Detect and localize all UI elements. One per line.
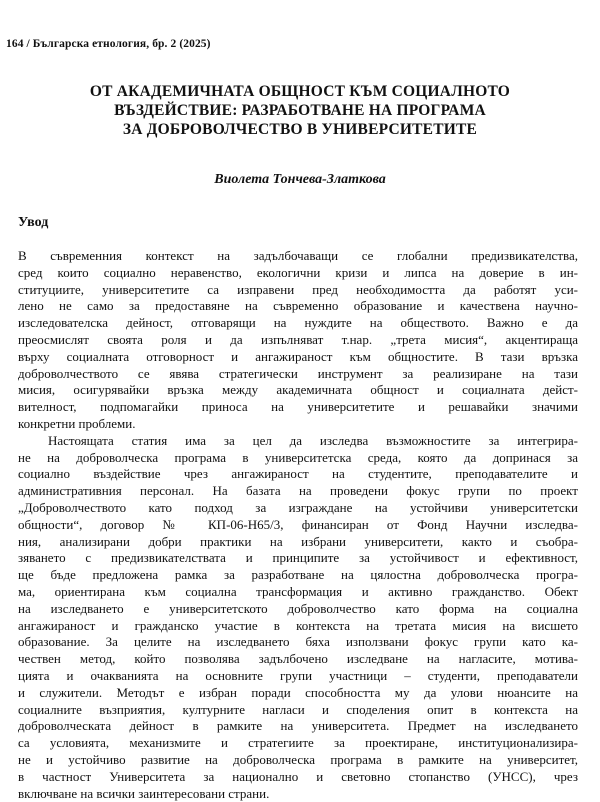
article-title bbox=[20, 82, 580, 139]
text-line: образование. За целите на изследването бяха използвани фокус групи като ка- bbox=[18, 634, 578, 651]
body-text bbox=[18, 248, 578, 802]
text-line: не на доброволческа програма в университетска среда, която да допринася за bbox=[18, 450, 578, 467]
text-line: ще бъде предложена рамка за разработване на цялостна доброволческа програ- bbox=[18, 567, 578, 584]
text-line: върху социалната отговорност и ангажираност към общностите. В тази връзка bbox=[18, 349, 578, 366]
title-line: ОТ АКАДЕМИЧНАТА ОБЩНОСТ КЪМ СОЦИАЛНОТО bbox=[20, 82, 580, 101]
text-line: зяването с предизвикателствата и принципите за устойчивост и ефективност, bbox=[18, 550, 578, 567]
text-line: доброволческата дейност в рамките на университета. Предмет на изследването bbox=[18, 718, 578, 735]
text-line: ния, анализирани добри практики на избрани университети, както и съобра- bbox=[18, 534, 578, 551]
text-line: Настоящата статия има за цел да изследва възможностите за интегрира- bbox=[18, 433, 578, 450]
text-line: общности“, договор № КП-06-Н65/3, финансиран от Фонд Научни изследва- bbox=[18, 517, 578, 534]
text-line: вителност, подпомагайки приноса на университетите и решавайки значими bbox=[18, 399, 578, 416]
text-line: конкретни проблеми. bbox=[18, 416, 578, 433]
text-line: административния персонал. На базата на проведени фокус групи по проект bbox=[18, 483, 578, 500]
text-line: социалните възприятия, културните нагласи и споделения опит в контекста на bbox=[18, 702, 578, 719]
text-line: са условията, механизмите и стратегиите за проектиране, институционализира- bbox=[18, 735, 578, 752]
text-line: чествен метод, който позволява задълбочено изследване на нагласите, мотива- bbox=[18, 651, 578, 668]
text-line: не и устойчиво развитие на доброволческа програма в рамките на университет, bbox=[18, 752, 578, 769]
section-heading: Увод bbox=[18, 215, 48, 231]
text-line: цията и очакванията на основните групи участници – студенти, преподаватели bbox=[18, 668, 578, 685]
text-line: преосмислят своята роля и да изпълняват т.нар. „трета мисия“, акцентираща bbox=[18, 332, 578, 349]
text-line: ангажираност и гражданско участие в контекста на третата мисия на висшето bbox=[18, 618, 578, 635]
text-line: социално въздействие чрез ангажираност на студентите, преподавателите и bbox=[18, 466, 578, 483]
text-line: и служители. Методът е избран поради способността му да улови нюансите на bbox=[18, 685, 578, 702]
text-line: сред които социално неравенство, екологични кризи и липса на доверие в ин- bbox=[18, 265, 578, 282]
title-line: ЗА ДОБРОВОЛЧЕСТВО В УНИВЕРСИТЕТИТЕ bbox=[20, 120, 580, 139]
text-line: лено не само за предоставяне на съвременно образование и качествена научно- bbox=[18, 298, 578, 315]
text-line: в частност Университета за национално и световно стопанство (УНСС), чрез bbox=[18, 769, 578, 786]
title-line: ВЪЗДЕЙСТВИЕ: РАЗРАБОТВАНЕ НА ПРОГРАМА bbox=[20, 101, 580, 120]
text-line: доброволчеството се явява стратегически инструмент за реализиране на тази bbox=[18, 366, 578, 383]
text-line: на изследването е университетското доброволчество като форма на социална bbox=[18, 601, 578, 618]
text-line: ституциите, университетите са изправени пред необходимостта да работят уси- bbox=[18, 282, 578, 299]
text-line: В съвременния контекст на задълбочаващи се глобални предизвикателства, bbox=[18, 248, 578, 265]
text-line: включване на всички заинтересовани страни. bbox=[18, 786, 578, 802]
text-line: мисия, осигурявайки връзка между академичната общност и социалната дейст- bbox=[18, 382, 578, 399]
text-line: „Доброволчеството като подход за изграждане на устойчиви университетски bbox=[18, 500, 578, 517]
text-line: изследователска дейност, отговарящи на нуждите на обществото. Важно е да bbox=[18, 315, 578, 332]
author-name: Виолета Тончева-Златкова bbox=[0, 172, 600, 188]
text-line: ма, ориентирана към социална трансформация и активно гражданство. Обект bbox=[18, 584, 578, 601]
running-head: 164 / Българска етнология, бр. 2 (2025) bbox=[6, 38, 211, 50]
